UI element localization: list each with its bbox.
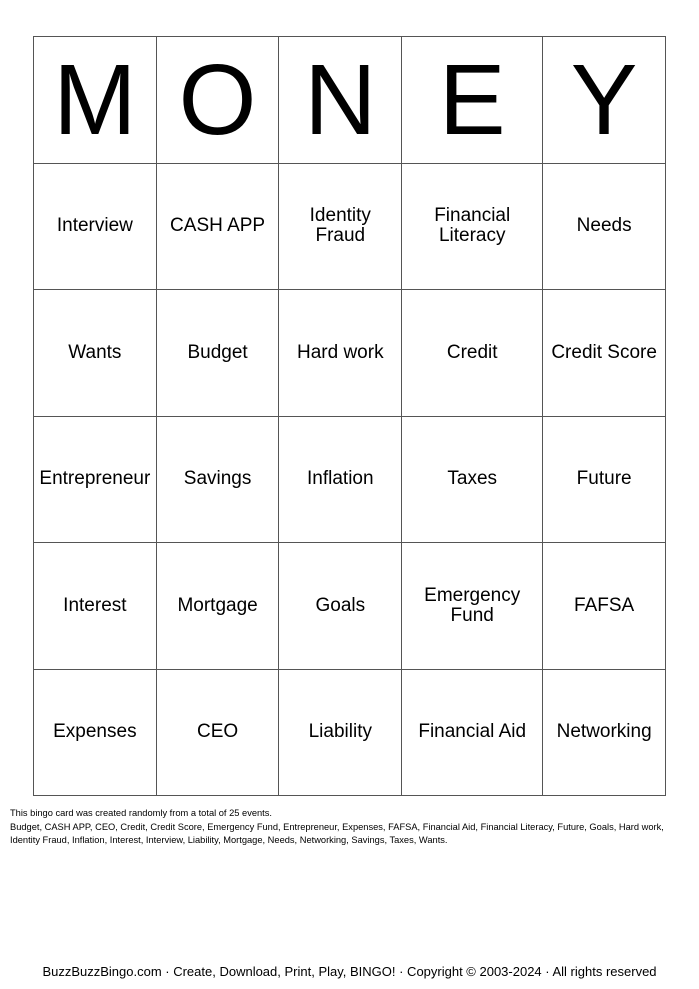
bingo-cell: Hard work [279,290,402,417]
bingo-cell: Expenses [34,670,157,797]
bingo-cell: CEO [157,670,280,797]
bingo-cell: Liability [279,670,402,797]
bingo-cell: Interest [34,543,157,670]
note-summary: This bingo card was created randomly from a total of 25 events. [10,808,272,818]
bingo-cell: Credit Score [543,290,666,417]
bingo-cell: Taxes [402,417,543,544]
bingo-cell: Savings [157,417,280,544]
bingo-cell: Networking [543,670,666,797]
bingo-cell: Wants [34,290,157,417]
bingo-cell: Inflation [279,417,402,544]
bingo-cell: Financial Aid [402,670,543,797]
bingo-cell: CASH APP [157,164,280,291]
card-note [10,807,690,848]
bingo-cell: FAFSA [543,543,666,670]
bingo-cell: Emergency Fund [402,543,543,670]
header-letter: Y [543,37,666,164]
bingo-cell: Credit [402,290,543,417]
bingo-cell: Budget [157,290,280,417]
bingo-cell: Mortgage [157,543,280,670]
bingo-cell: Identity Fraud [279,164,402,291]
bingo-cell: Financial Literacy [402,164,543,291]
bingo-cell: Interview [34,164,157,291]
bingo-cell: Entrepreneur [34,417,157,544]
header-letter: E [402,37,543,164]
note-event-list: Budget, CASH APP, CEO, Credit, Credit Score, Emergency Fund, Entrepreneur, Expenses, FAFSA, Financial Aid, Financial Literacy, Future, Goals, Hard work, Identity Fraud, Inflation, Interest, Interview, Liability, Mortgage, Needs, Networking, Savings, Taxes, Wants. [10,821,664,845]
header-letter: M [34,37,157,164]
bingo-card [33,36,666,796]
bingo-cell: Needs [543,164,666,291]
bingo-cell: Future [543,417,666,544]
footer-copyright: BuzzBuzzBingo.com · Create, Download, Print, Play, BINGO! · Copyright © 2003-2024 · All rights reserved [42,964,657,979]
header-letter: N [279,37,402,164]
header-letter: O [157,37,280,164]
bingo-cell: Goals [279,543,402,670]
